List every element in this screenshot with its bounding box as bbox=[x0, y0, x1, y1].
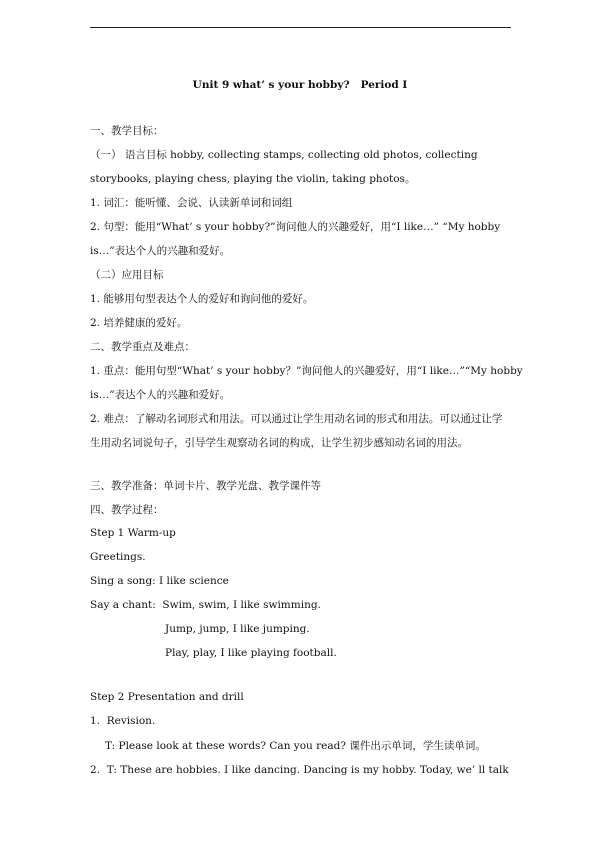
text-line: 2. T: These are hobbies. I like dancing. Dancing is my hobby. Today, we’ ll talk bbox=[90, 764, 509, 776]
text-line: 1. 词汇：能听懂、会说、认读新单词和词组 bbox=[90, 197, 293, 209]
doc-title: Unit 9 what’ s your hobby? Period I bbox=[192, 79, 408, 91]
text-line: 1. 重点：能用句型“What’ s your hobby？”询问他人的兴趣爱好，用“I like…”“My hobby bbox=[90, 365, 523, 377]
text-line: 2. 难点：了解动名词形式和用法。可以通过让学生用动名词的形式和用法。可以通过让学 bbox=[90, 413, 503, 425]
sub-heading: （二）应用目标 bbox=[90, 269, 164, 281]
section-heading: 三、教学准备：单词卡片、教学光盘、教学课件等 bbox=[90, 480, 321, 492]
section-heading: 四、教学过程： bbox=[90, 504, 164, 516]
text-line: 生用动名词说句子，引导学生观察动名词的构成，让学生初步感知动名词的用法。 bbox=[90, 437, 468, 449]
section-heading: 二、教学重点及难点： bbox=[90, 341, 195, 353]
text-line: Sing a song: I like science bbox=[90, 575, 229, 587]
section-heading: 一、教学目标： bbox=[90, 125, 164, 137]
text-line: 1. Revision. bbox=[90, 715, 156, 727]
chant-line: Play, play, I like playing football. bbox=[165, 647, 337, 659]
text-line: storybooks, playing chess, playing the violin, taking photos。 bbox=[90, 173, 416, 185]
text-line: 2. 培养健康的爱好。 bbox=[90, 317, 188, 329]
text-line: （一） 语言目标 hobby, collecting stamps, collecting old photos, collecting bbox=[90, 149, 478, 161]
step-heading: Step 2 Presentation and drill bbox=[90, 691, 244, 703]
chant-line: Jump, jump, I like jumping. bbox=[165, 623, 310, 635]
text-line: T: Please look at these words? Can you read? 课件出示单词，学生读单词。 bbox=[105, 740, 486, 752]
text-line: Say a chant: Swim, swim, I like swimming. bbox=[90, 599, 321, 611]
text-line: is…”表达个人的兴趣和爱好。 bbox=[90, 245, 231, 257]
header-rule bbox=[90, 27, 511, 28]
text-line: is…”表达个人的兴趣和爱好。 bbox=[90, 389, 231, 401]
text-line: 2. 句型：能用“What’ s your hobby?”询问他人的兴趣爱好，用“I like…” “My hobby bbox=[90, 221, 501, 233]
text-line: 1. 能够用句型表达个人的爱好和询问他的爱好。 bbox=[90, 293, 314, 305]
step-heading: Step 1 Warm-up bbox=[90, 527, 176, 539]
text-line: Greetings. bbox=[90, 551, 146, 563]
